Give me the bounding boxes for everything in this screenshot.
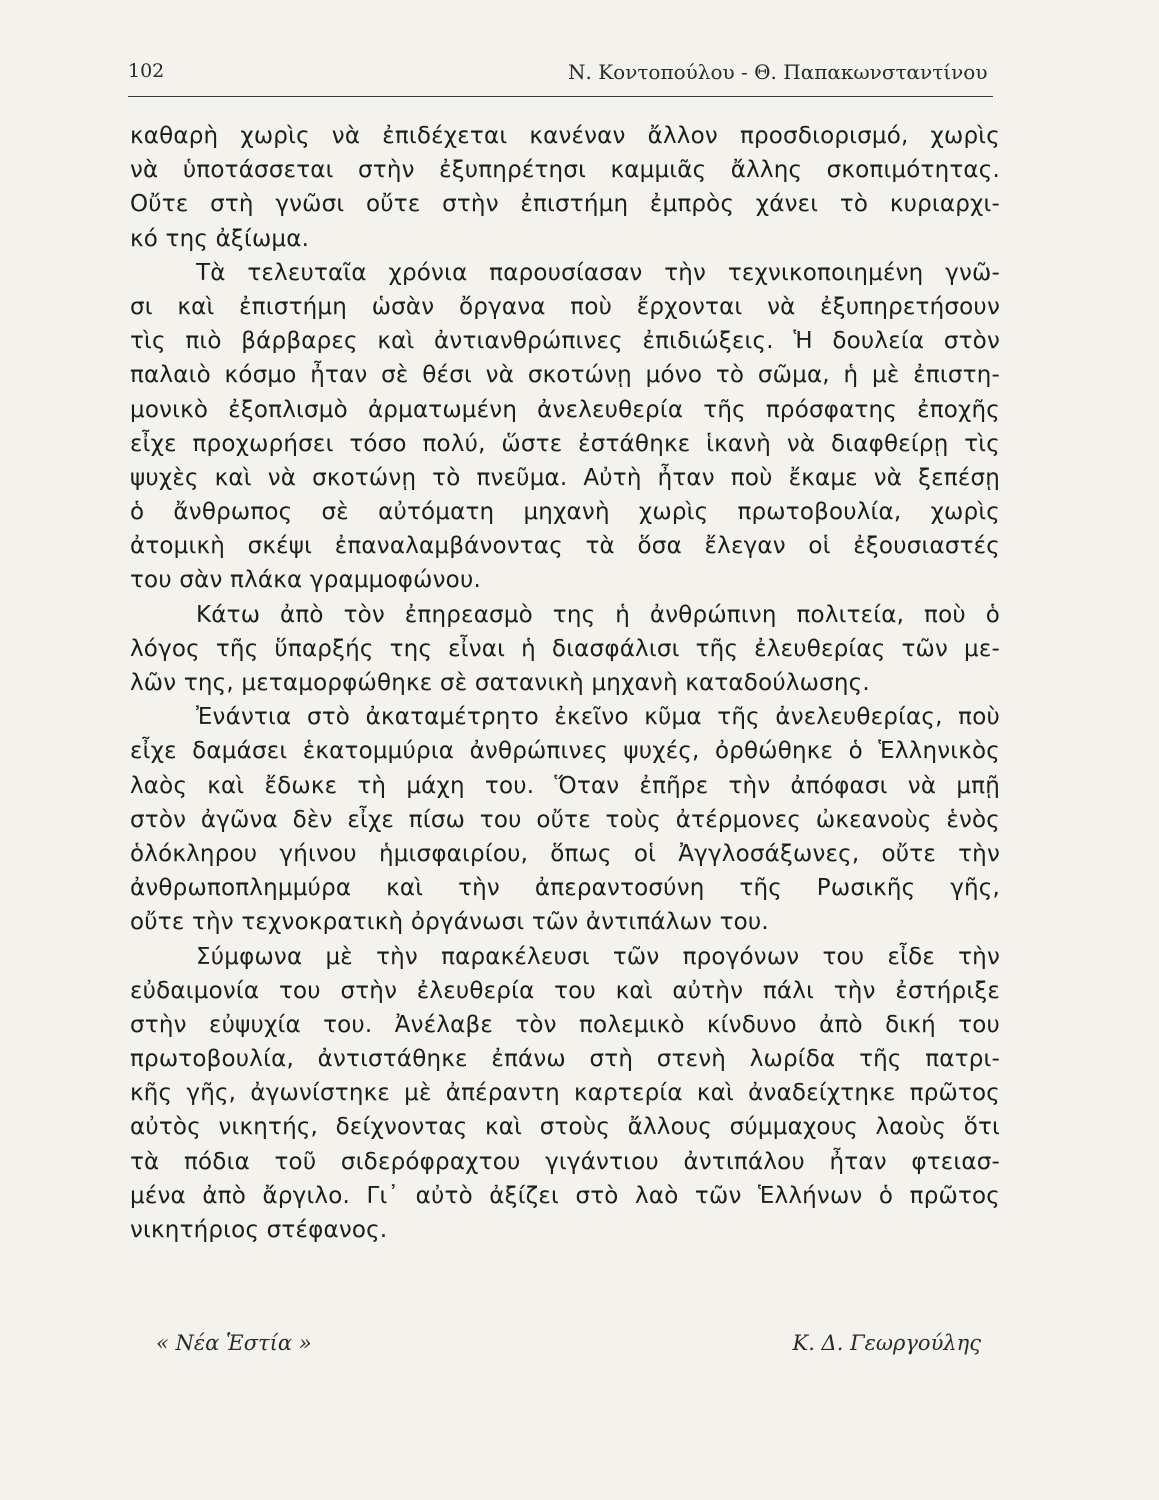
body-text [130,119,1000,1247]
header-rule [128,96,993,97]
text-line: πρωτοβουλία, ἀντιστάθηκε ἐπάνω στὴ στενὴ λωρίδα τῆς πατρι- [130,1046,1000,1073]
text-line: του σὰν πλάκα γραμμοφώνου. [130,567,481,594]
text-line: κῆς γῆς, ἀγωνίστηκε μὲ ἀπέραντη καρτερία καὶ ἀναδείχτηκε πρῶτος [130,1080,1000,1107]
text-line: ὁλόκληρου γήινου ἡμισφαιρίου, ὅπως οἱ Ἀγγλοσάξωνες, οὔτε τὴν [130,840,1000,867]
text-line: εὐδαιμονία του στὴν ἐλευθερία του καὶ αὐτὴν πάλι τὴν ἐστήριξε [130,977,1000,1004]
text-line: εἶχε δαμάσει ἑκατομμύρια ἀνθρώπινες ψυχές, ὀρθώθηκε ὁ Ἑλληνικὸς [130,738,1000,765]
text-line: μένα ἀπὸ ἄργιλο. Γι᾽ αὐτὸ ἀξίζει στὸ λαὸ τῶν Ἑλλήνων ὁ πρῶτος [130,1182,1000,1209]
text-line: λαὸς καὶ ἔδωκε τὴ μάχη του. Ὅταν ἐπῆρε τὴν ἀπόφασι νὰ μπῇ [130,772,1000,799]
text-line: Τὰ τελευταῖα χρόνια παρουσίασαν τὴν τεχνικοποιημένη γνῶ- [196,259,1000,286]
text-line: τὰ πόδια τοῦ σιδερόφραχτου γιγάντιου ἀντιπάλου ἦταν φτειασ- [130,1148,1000,1175]
text-line: εἶχε προχωρήσει τόσο πολύ, ὥστε ἐστάθηκε ἱκανὴ νὰ διαφθείρῃ τὶς [130,430,1000,457]
text-line: μονικὸ ἐξοπλισμὸ ἀρματωμένη ἀνελευθερία τῆς πρόσφατης ἐποχῆς [130,396,1000,423]
page-footer [156,1331,981,1367]
text-line: ψυχὲς καὶ νὰ σκοτώνῃ τὸ πνεῦμα. Αὐτὴ ἦταν ποὺ ἔκαμε νὰ ξεπέσῃ [130,464,1000,491]
text-line: ἀτομικὴ σκέψι ἐπαναλαμβάνοντας τὰ ὅσα ἔλεγαν οἱ ἐξουσιαστές [130,533,1000,560]
text-line: ὁ ἄνθρωπος σὲ αὐτόματη μηχανὴ χωρὶς πρωτοβουλία, χωρὶς [130,499,1000,526]
text-line: οὔτε τὴν τεχνοκρατικὴ ὀργάνωσι τῶν ἀντιπάλων του. [130,909,769,936]
text-line: λῶν της, μεταμορφώθηκε σὲ σατανικὴ μηχανὴ καταδούλωσης. [130,670,870,696]
text-line: ἀνθρωποπλημμύρα καὶ τὴν ἀπεραντοσύνη τῆς Ρωσικῆς γῆς, [130,875,1000,902]
page-number: 102 [128,60,165,82]
text-line: στὴν εὐψυχία του. Ἀνέλαβε τὸν πολεμικὸ κίνδυνο ἀπὸ δική του [130,1011,1000,1038]
source-citation: « Νέα Ἑστία » [156,1331,312,1355]
author-signature: Κ. Δ. Γεωργούλης [792,1331,981,1355]
text-line: τὶς πιὸ βάρβαρες καὶ ἀντιανθρώπινες ἐπιδιώξεις. Ἡ δουλεία στὸν [130,328,1000,355]
text-line: καθαρὴ χωρὶς νὰ ἐπιδέχεται κανέναν ἄλλον προσδιορισμό, χωρὶς [130,123,1000,149]
text-line: κό της ἀξίωμα. [130,225,310,252]
text-line: Οὔτε στὴ γνῶσι οὔτε στὴν ἐπιστήμη ἐμπρὸς χάνει τὸ κυριαρχι- [130,191,1000,218]
text-line: λόγος τῆς ὕπαρξής της εἶναι ἡ διασφάλισι τῆς ἐλευθερίας τῶν με- [130,635,1000,662]
text-line: νικητήριος στέφανος. [130,1217,388,1243]
text-line: Κάτω ἀπὸ τὸν ἐπηρεασμὸ της ἡ ἀνθρώπινη πολιτεία, ποὺ ὁ [196,601,1000,628]
text-line: Σύμφωνα μὲ τὴν παρακέλευσι τῶν προγόνων του εἶδε τὴν [196,943,1000,970]
text-line: παλαιὸ κόσμο ἦταν σὲ θέσι νὰ σκοτώνῃ μόνο τὸ σῶμα, ἡ μὲ ἐπιστη- [130,362,1000,389]
text-line: νὰ ὑποτάσσεται στὴν ἐξυπηρέτησι καμμιᾶς ἄλλης σκοπιμότητας. [130,157,1000,184]
text-line: αὐτὸς νικητής, δείχνοντας καὶ στοὺς ἄλλους σύμμαχους λαοὺς ὅτι [130,1114,1000,1141]
page-header [128,60,991,100]
text-line: σι καὶ ἐπιστήμη ὡσὰν ὄργανα ποὺ ἔρχονται νὰ ἐξυπηρετήσουν [130,293,1000,320]
text-line: στὸν ἀγῶνα δὲν εἶχε πίσω του οὔτε τοὺς ἀτέρμονες ὠκεανοὺς ἑνὸς [130,806,1000,833]
text-line: Ἐνάντια στὸ ἀκαταμέτρητο ἐκεῖνο κῦμα τῆς ἀνελευθερίας, ποὺ [196,704,1000,731]
running-head: Ν. Κοντοπούλου - Θ. Παπακωνσταντίνου [568,60,988,84]
